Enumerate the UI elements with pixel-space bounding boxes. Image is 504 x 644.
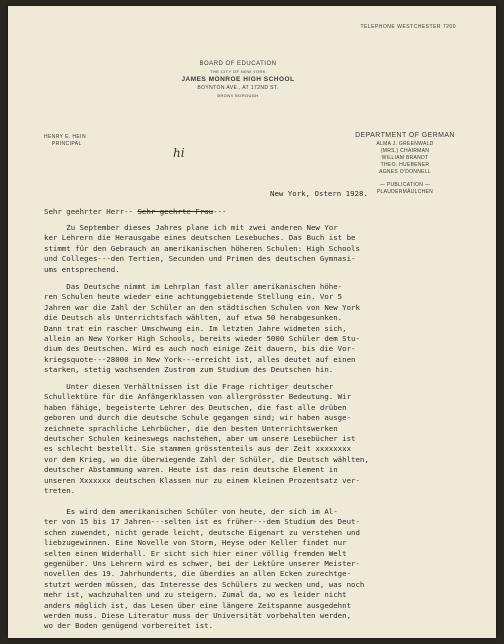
telephone-line: TELEPHONE WESTCHESTER 7200 — [360, 24, 456, 30]
letter-page — [8, 6, 496, 638]
paragraph-4 — [44, 507, 464, 632]
handwritten-initial: hi — [173, 146, 185, 160]
publication-label: — PUBLICATION — — [379, 182, 431, 188]
staff-member: ALMA J. GREENWALD — [376, 141, 434, 147]
text-line: die Deutsch als Unterrichtsfach wählten, auf etwa 50 herabgesunken. — [44, 313, 343, 323]
text-line: und Colleges---den Tertien, Secunden und Primen des deutschen Gymnasi- — [44, 254, 356, 264]
text-line: anders möglich ist, das Lesen über eine längere Zeitspanne ausgedehnt — [44, 600, 352, 610]
text-line: treten. — [44, 486, 76, 496]
staff-member: WILLIAM BRANDT — [381, 155, 429, 161]
text-line: wo der Boden genügend vorbereitet ist. — [44, 621, 214, 631]
staff-member: (MRS.) CHAIRMAN — [380, 148, 430, 154]
text-line: kriegsquote---28000 in New York---erreicht ist, alles deutet auf einen — [44, 354, 356, 364]
board-name: BOARD OF EDUCATION — [199, 61, 277, 67]
text-line: ren Schulen heute wieder eine achtunggebietende Stellung ein. Vor 5 — [44, 292, 343, 302]
principal-block — [44, 134, 86, 148]
school-address: BOYNTON AVE., AT 172ND ST. — [197, 85, 279, 91]
text-line: Unter diesen Verhältnissen ist die Frage richtiger deutscher — [44, 382, 334, 391]
letter-date: New York, Ostern 1928. — [270, 189, 368, 198]
salutation-struck: Sehr geehrte Frau — [137, 207, 214, 216]
staff-member: AGNES O'DONNELL — [379, 169, 431, 175]
text-line: vor dem Krieg, wo die überwiegende Zahl der Schüler, die Deutsch wählten, — [44, 454, 369, 464]
text-line: schen zuwendet, nicht gerade leicht, deutsche Eigenart zu verstehen und — [44, 527, 360, 537]
text-line: novellen des 19. Jahrhunderts, die überdies an allen Ecken zurechtge- — [44, 569, 352, 579]
text-line: starken, stetig wachsenden Zustrom zum Studium des Deutschen hin. — [44, 365, 334, 375]
department-title: DEPARTMENT OF GERMAN — [355, 132, 455, 139]
text-line: stutzt werden müssen, das Interesse des Schülers zu wecken und, was noch — [44, 579, 365, 589]
text-line: ums entsprechend. — [44, 264, 120, 274]
text-line: dium des Deutschen. Wird es auch noch einige Zeit dauern, bis die Vor- — [44, 344, 356, 354]
salutation-part1: Sehr geehrter Herr-- — [44, 207, 133, 216]
publication-name: PLAUDERMÄULCHEN — [376, 189, 434, 195]
salutation-part2: --- — [213, 207, 227, 216]
text-line: stimmt für den Gebrauch an amerikanischen höheren Schulen: High Schools — [44, 243, 360, 253]
text-line: Dann trat ein rascher Umschwung ein. Im letzten Jahre widmeten sich, — [44, 323, 347, 333]
text-line: mehr ist, wachzuhalten und zu steigern. Zumal da, wo es leider nicht — [44, 590, 347, 600]
text-line: Schullektüre für die Anfängerklassen von allergrösster Bedeutung. Wir — [44, 392, 352, 402]
school-borough: BRONX BOROUGH — [217, 93, 259, 98]
paragraph-2 — [44, 282, 464, 376]
text-line: unseren Xxxxxxx deutschen Klassen nur zu einem kleinen Prozentsatz ver- — [44, 475, 360, 485]
text-line: Es wird dem amerikanischen Schüler von heute, der sich im Al- — [44, 507, 338, 516]
text-line: allein an New Yorker High Schools, bereits wieder 5000 Schüler dem Stu- — [44, 334, 360, 344]
text-line: gegenüber. Uns Lehrern wird es schwer, bei der Lektüre unserer Meister- — [44, 559, 360, 569]
department-block — [350, 132, 460, 196]
salutation — [44, 207, 226, 216]
city-name: THE CITY OF NEW YORK — [210, 69, 266, 74]
letterhead-center — [158, 60, 318, 100]
text-line: Das Deutsche nimmt im Lehrplan fast aller amerikanischen höhe- — [44, 282, 343, 291]
text-line: ker Lehrern die Herausgabe eines deutschen Lesebuches. Das Buch ist be — [44, 233, 356, 243]
text-line: geboren und durch die deutsche Schule gegangen sind; wir haben ausge- — [44, 413, 352, 423]
school-name: JAMES MONROE HIGH SCHOOL — [181, 76, 295, 83]
text-line: es schlecht bestellt. Sie stammen grösstenteils aus der Zeit xxxxxxxx — [44, 444, 352, 454]
text-line: deutscher Abstammung waren. Heute ist das rein deutsche Element in — [44, 465, 338, 475]
text-line: liebzugewinnen. Eine Novelle von Storm, Heyse oder Keller findet nur — [44, 538, 347, 548]
staff-member: THEO. HUEBENER — [380, 162, 430, 168]
principal-name: HENRY E. HEIN — [44, 134, 86, 140]
principal-title: PRINCIPAL — [52, 141, 82, 147]
text-line: Jahren war die Zahl der Schüler an den städtischen Schulen von New York — [44, 302, 360, 312]
paragraph-1 — [44, 223, 464, 275]
text-line: selten einen Widerhall. Er sicht sich hier einer völlig fremden Welt — [44, 548, 347, 558]
text-line: werden muss. Diese Literatur muss der Universität vorbehalten werden, — [44, 611, 352, 621]
text-line: zeichnete sprachliche Lehrbücher, die den besten Unterrichtswerken — [44, 423, 338, 433]
text-line: deutscher Schulen keineswegs nachstehen, aber um unsere Lesebücher ist — [44, 434, 356, 444]
text-line: Zu September dieses Jahres plane ich mit zwei anderen New Yor — [44, 223, 338, 232]
text-line: ter von 15 bis 17 Jahren---selten ist es früher---dem Studium des Deut- — [44, 517, 360, 527]
text-line: haben fähige, begeisterte Lehrer des Deutschen, die fast alle drüben — [44, 402, 347, 412]
paragraph-3 — [44, 382, 464, 496]
